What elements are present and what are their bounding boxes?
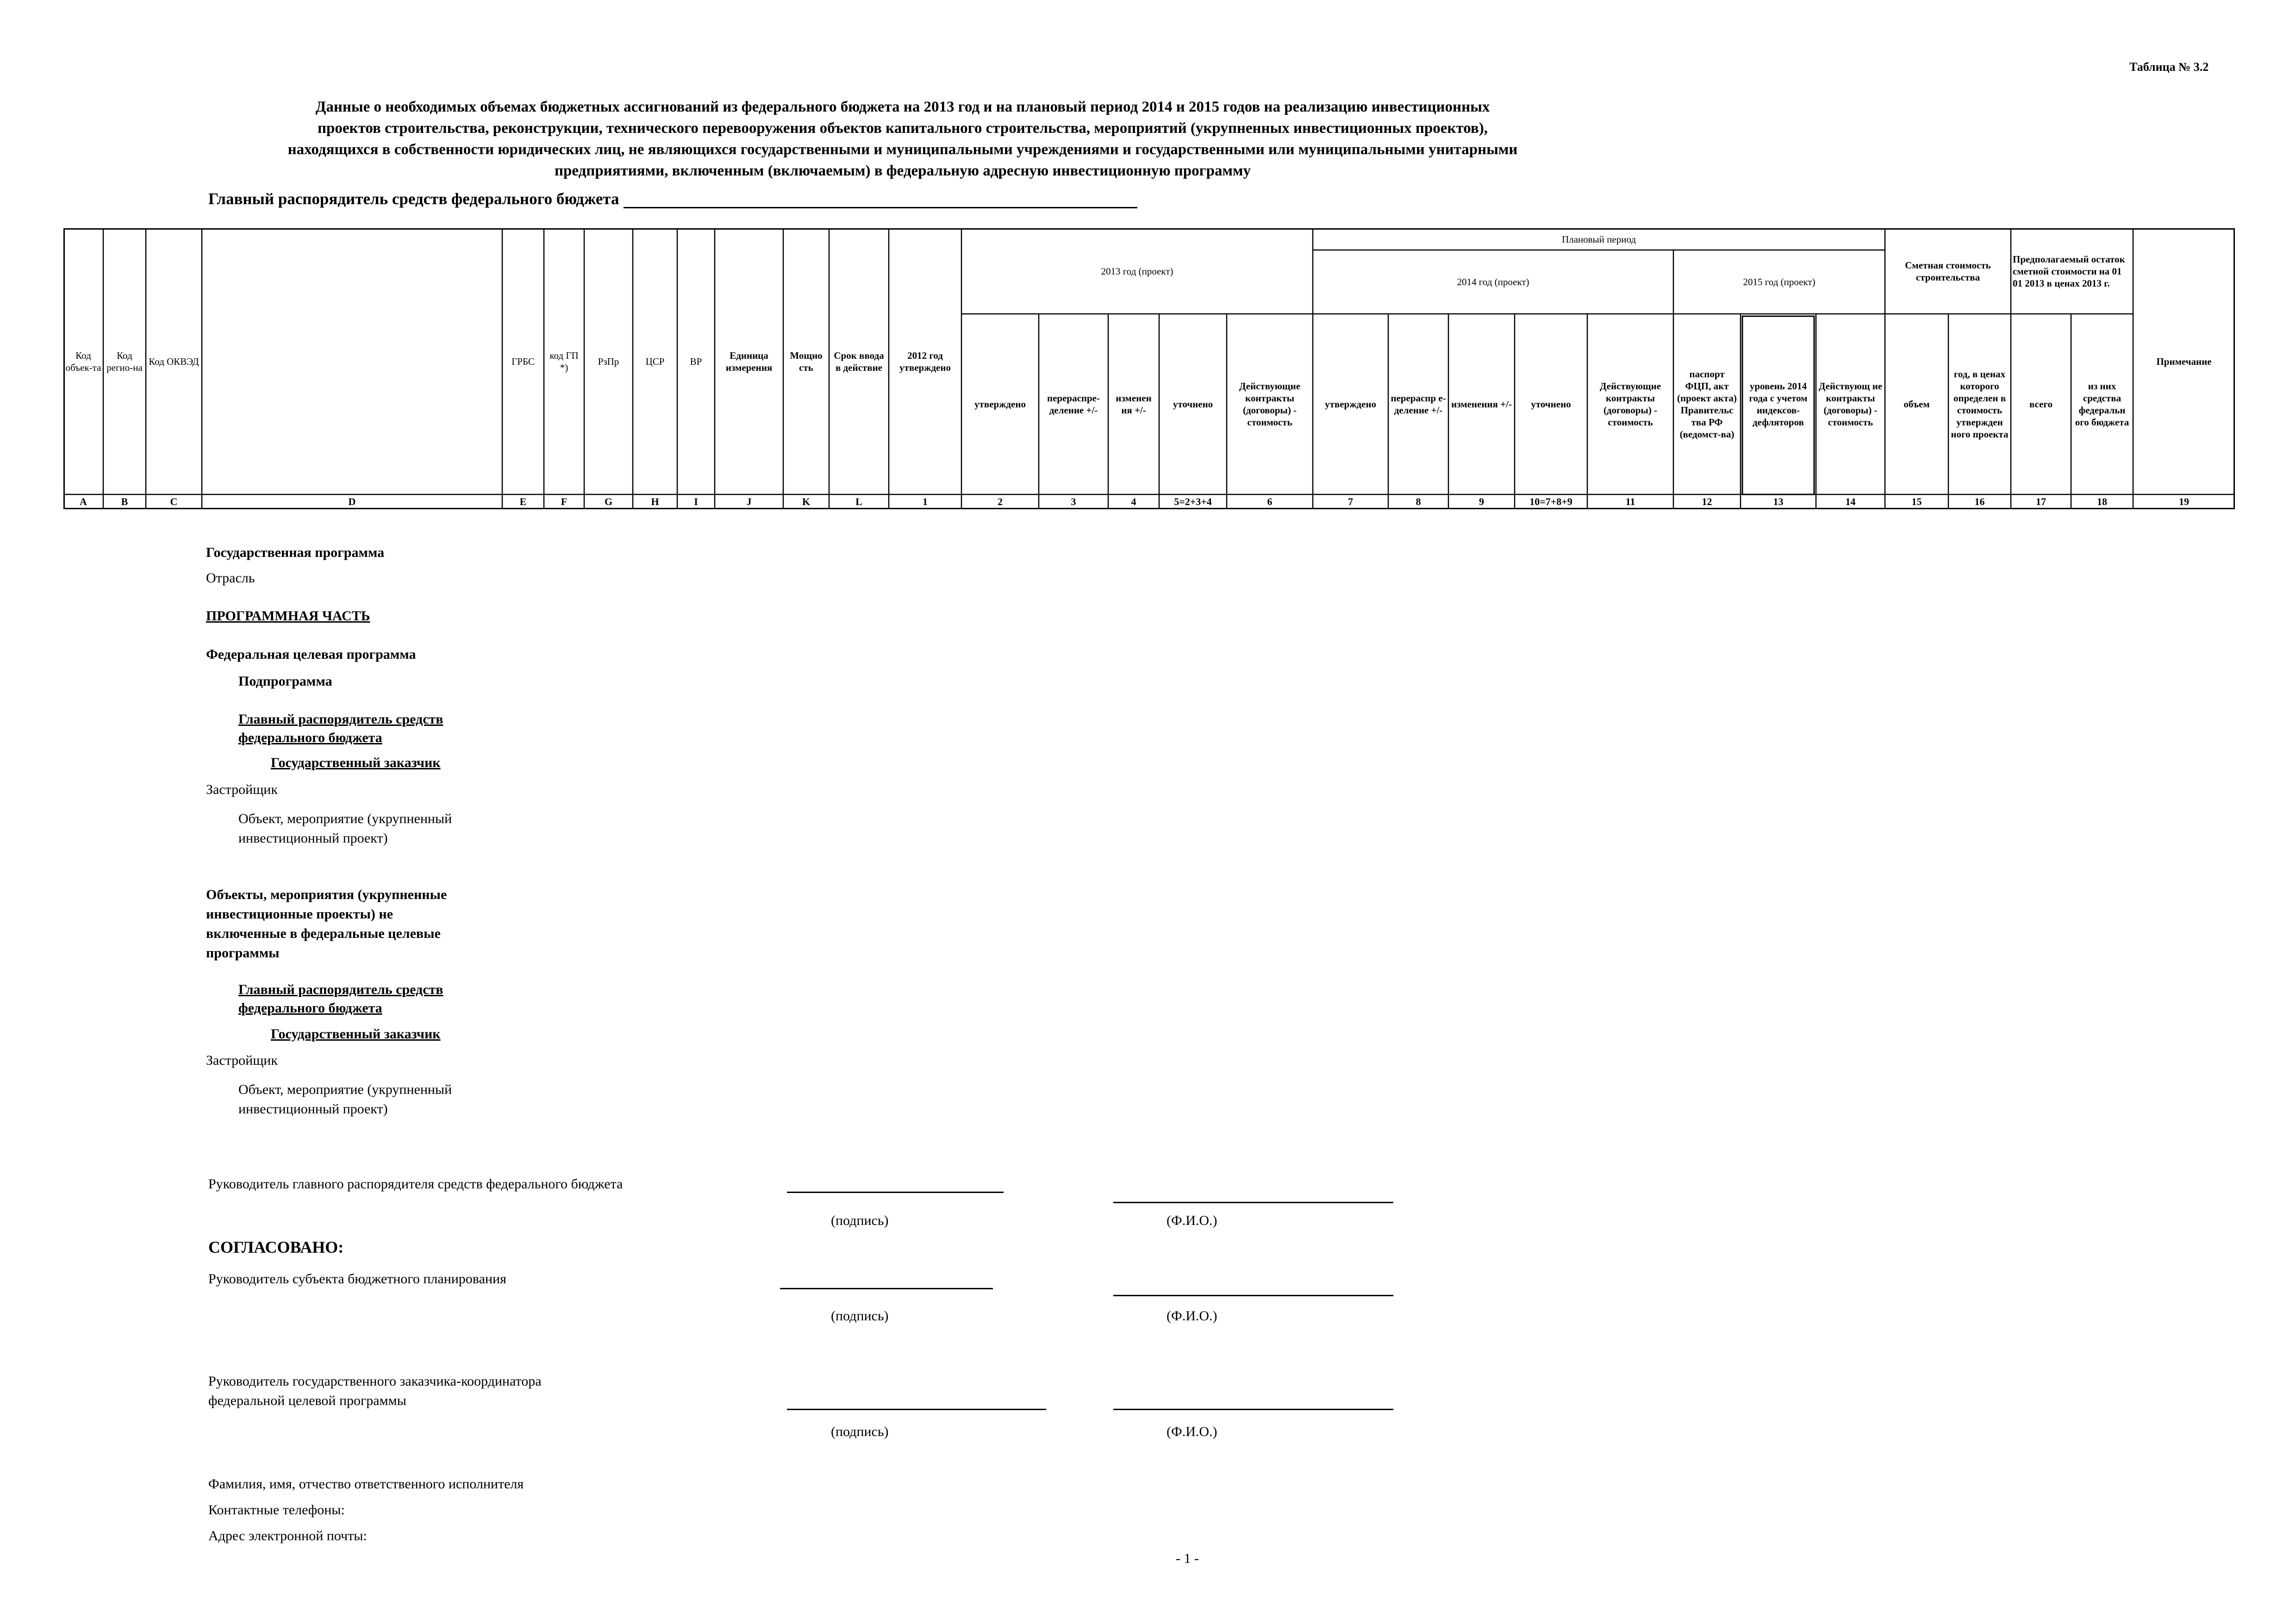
col-code: L bbox=[855, 496, 862, 507]
object-line-2: инвестиционный проект) bbox=[238, 831, 388, 846]
col-code: 19 bbox=[2179, 496, 2189, 507]
state-customer-label: Государственный заказчик bbox=[271, 755, 441, 770]
col-header-unit: Единица измерения bbox=[725, 350, 773, 373]
col-header-capacity: Мощно сть bbox=[790, 350, 823, 373]
title-line: предприятиями, включенным (включаемым) в федеральную адресную инвестиционную программу bbox=[555, 162, 1251, 179]
fio-line bbox=[1113, 1202, 1393, 1203]
non-fcp-line: Объекты, мероприятия (укрупненные bbox=[206, 887, 447, 902]
col-header-rzpr: РзПр bbox=[598, 356, 619, 367]
col-header-grbs: ГРБС bbox=[512, 356, 535, 367]
program-part-heading: ПРОГРАММНАЯ ЧАСТЬ bbox=[206, 608, 370, 624]
head-customer-line-2: федеральной целевой программы bbox=[208, 1393, 406, 1408]
col-header-2015-contracts: Действующ ие контракты (договоры) - стоимость bbox=[1818, 381, 1883, 428]
col-code: 11 bbox=[1625, 496, 1635, 507]
col-header-cost-volume: объем bbox=[1903, 399, 1930, 410]
col-code: B bbox=[121, 496, 128, 507]
signature-caption: (подпись) bbox=[831, 1213, 889, 1228]
col-code: K bbox=[802, 496, 811, 507]
fio-caption: (Ф.И.О.) bbox=[1167, 1308, 1217, 1324]
developer-label: Застройщик bbox=[206, 782, 278, 797]
col-header-balance-total: всего bbox=[2029, 399, 2053, 410]
col-header-2013-redistribution: перераспре-деление +/- bbox=[1047, 393, 1100, 416]
fio-caption: (Ф.И.О.) bbox=[1167, 1424, 1217, 1439]
col-code: 17 bbox=[2036, 496, 2046, 507]
subprogram-label: Подпрограмма bbox=[238, 674, 332, 689]
col-header-note: Примечание bbox=[2156, 356, 2212, 367]
col-header-region-code: Код регио-на bbox=[106, 350, 143, 373]
col-code: 13 bbox=[1773, 496, 1784, 507]
signature-line bbox=[780, 1288, 993, 1289]
main-distributor-line-1: Главный распорядитель средств bbox=[238, 982, 443, 997]
fio-caption: (Ф.И.О.) bbox=[1167, 1213, 1217, 1228]
col-header-csr: ЦСР bbox=[645, 356, 665, 367]
main-distributor-blank bbox=[624, 193, 1137, 208]
col-header-commission-date: Срок ввода в действие bbox=[834, 350, 884, 373]
head-customer-label bbox=[208, 1372, 542, 1411]
fcp-label: Федеральная целевая программа bbox=[206, 647, 416, 662]
main-distributor-line bbox=[208, 190, 1137, 208]
title-line: находящихся в собственности юридических лиц, не являющихся государственными и муниципальными учреждениями и государственными или муниципальными унитарными bbox=[287, 141, 1518, 158]
col-header-balance-federal: из них средства федеральн ого бюджета bbox=[2075, 381, 2129, 428]
col-header-2014-refined: уточнено bbox=[1531, 399, 1571, 410]
col-header-2013-contracts: Действующие контракты (договоры) - стоимость bbox=[1239, 381, 1301, 428]
col-code: J bbox=[746, 496, 752, 507]
col-code: H bbox=[651, 496, 659, 507]
col-header-vr: ВР bbox=[690, 356, 702, 367]
branch-label: Отрасль bbox=[206, 570, 255, 586]
col-code: 5=2+3+4 bbox=[1174, 496, 1212, 507]
main-distributor-row bbox=[238, 710, 443, 748]
document-title bbox=[204, 96, 1602, 181]
non-fcp-line: инвестиционные проекты) не bbox=[206, 906, 393, 922]
col-code: F bbox=[561, 496, 568, 507]
state-program-label: Государственная программа bbox=[206, 545, 385, 560]
col-code: 14 bbox=[1845, 496, 1856, 507]
col-code: C bbox=[170, 496, 178, 507]
data-table bbox=[63, 228, 2235, 509]
col-code: E bbox=[519, 496, 527, 507]
col-code: 9 bbox=[1479, 496, 1484, 507]
non-fcp-line: программы bbox=[206, 945, 280, 961]
col-header-2014-approved: утверждено bbox=[1325, 399, 1376, 410]
col-header-2014-changes: изменения +/- bbox=[1451, 399, 1512, 410]
main-distributor-line-1: Главный распорядитель средств bbox=[238, 712, 443, 727]
non-fcp-line: включенные в федеральные целевые bbox=[206, 926, 441, 941]
signature-line bbox=[787, 1409, 1046, 1410]
page-number: - 1 - bbox=[1176, 1551, 1199, 1566]
fio-line bbox=[1113, 1409, 1393, 1410]
object-line-1: Объект, мероприятие (укрупненный bbox=[238, 811, 452, 826]
col-header-2013-changes: изменен ия +/- bbox=[1116, 393, 1152, 416]
year-2014-header: 2014 год (проект) bbox=[1457, 276, 1529, 287]
col-header-2012-approved: 2012 год утверждено bbox=[899, 350, 951, 373]
col-code: 3 bbox=[1071, 496, 1076, 507]
col-header-2014-contracts: Действующие контракты (договоры) - стоимость bbox=[1599, 381, 1661, 428]
state-customer-label-2: Государственный заказчик bbox=[271, 1026, 441, 1042]
col-code: 18 bbox=[2097, 496, 2107, 507]
title-line: Данные о необходимых объемах бюджетных ассигнований из федерального бюджета на 2013 год и на плановый период 2014 и 2015 годов на реализацию инвестиционных bbox=[315, 99, 1490, 115]
col-code: 16 bbox=[1974, 496, 1985, 507]
col-code: I bbox=[694, 496, 698, 507]
col-code: 4 bbox=[1131, 496, 1136, 507]
signature-line bbox=[787, 1192, 1004, 1193]
object-row-2 bbox=[238, 1080, 452, 1119]
col-code: 7 bbox=[1348, 496, 1353, 507]
expected-balance-header: Предполагаемый остаток сметной стоимости на 01 01 2013 в ценах 2013 г. bbox=[2013, 253, 2125, 289]
main-distributor-label: Главный распорядитель средств федерального бюджета bbox=[208, 190, 619, 208]
main-distributor-line-2: федерального бюджета bbox=[238, 730, 382, 745]
col-code: 6 bbox=[1267, 496, 1273, 507]
planned-period-header: Плановый период bbox=[1561, 233, 1636, 245]
estimated-cost-header: Сметная стоимость строительства bbox=[1905, 259, 1991, 283]
signature-caption: (подпись) bbox=[831, 1424, 889, 1439]
col-code: 1 bbox=[923, 496, 928, 507]
developer-label-2: Застройщик bbox=[206, 1053, 278, 1068]
col-code: G bbox=[604, 496, 613, 507]
col-code: A bbox=[80, 496, 87, 507]
table-number: Таблица № 3.2 bbox=[2129, 60, 2209, 74]
fio-line bbox=[1113, 1295, 1393, 1296]
col-code: 10=7+8+9 bbox=[1529, 496, 1572, 507]
object-line-2: инвестиционный проект) bbox=[238, 1101, 388, 1117]
phones-label: Контактные телефоны: bbox=[208, 1502, 345, 1518]
col-header-2015-level: уровень 2014 года с учетом индексов-дефляторов bbox=[1749, 381, 1808, 428]
col-header-okved-code: Код ОКВЭД bbox=[149, 356, 199, 367]
signature-caption: (подпись) bbox=[831, 1308, 889, 1324]
head-distributor-label: Руководитель главного распорядителя средств федерального бюджета bbox=[208, 1176, 623, 1192]
col-code: 15 bbox=[1911, 496, 1922, 507]
col-header-gp-code: код ГП *) bbox=[549, 350, 579, 373]
main-distributor-line-2: федерального бюджета bbox=[238, 1000, 382, 1016]
non-fcp-row bbox=[206, 885, 447, 963]
object-row bbox=[238, 809, 452, 848]
col-header-object-code: Код объек-та bbox=[65, 350, 101, 373]
col-header-2013-refined: уточнено bbox=[1173, 399, 1213, 410]
year-2015-header: 2015 год (проект) bbox=[1743, 276, 1816, 287]
col-code: 8 bbox=[1416, 496, 1421, 507]
col-code: D bbox=[348, 496, 356, 507]
email-label: Адрес электронной почты: bbox=[208, 1528, 367, 1543]
year-2013-header: 2013 год (проект) bbox=[1101, 265, 1173, 277]
col-header-2014-redistribution: перераспр е-деление +/- bbox=[1391, 393, 1446, 416]
col-header-2013-approved: утверждено bbox=[974, 399, 1026, 410]
object-line-1: Объект, мероприятие (укрупненный bbox=[238, 1082, 452, 1097]
head-planning-label: Руководитель субъекта бюджетного планирования bbox=[208, 1271, 506, 1287]
col-code: 2 bbox=[998, 496, 1003, 507]
executor-label: Фамилия, имя, отчество ответственного исполнителя bbox=[208, 1476, 524, 1492]
head-customer-line-1: Руководитель государственного заказчика-координатора bbox=[208, 1374, 542, 1389]
col-header-2015-passport: паспорт ФЦП, акт (проект акта) Правительс тва РФ (ведомст-ва) bbox=[1677, 369, 1737, 440]
agreed-label: СОГЛАСОВАНО: bbox=[208, 1238, 344, 1256]
col-code: 12 bbox=[1702, 496, 1712, 507]
main-distributor-row-2 bbox=[238, 980, 443, 1018]
title-line: проектов строительства, реконструкции, технического перевооружения объектов капитального строительства, мероприятий (укрупненных инвестиционных проектов), bbox=[318, 120, 1488, 137]
col-header-cost-year: год, в ценах которого определен в стоимость утвержден ного проекта bbox=[1951, 369, 2009, 440]
